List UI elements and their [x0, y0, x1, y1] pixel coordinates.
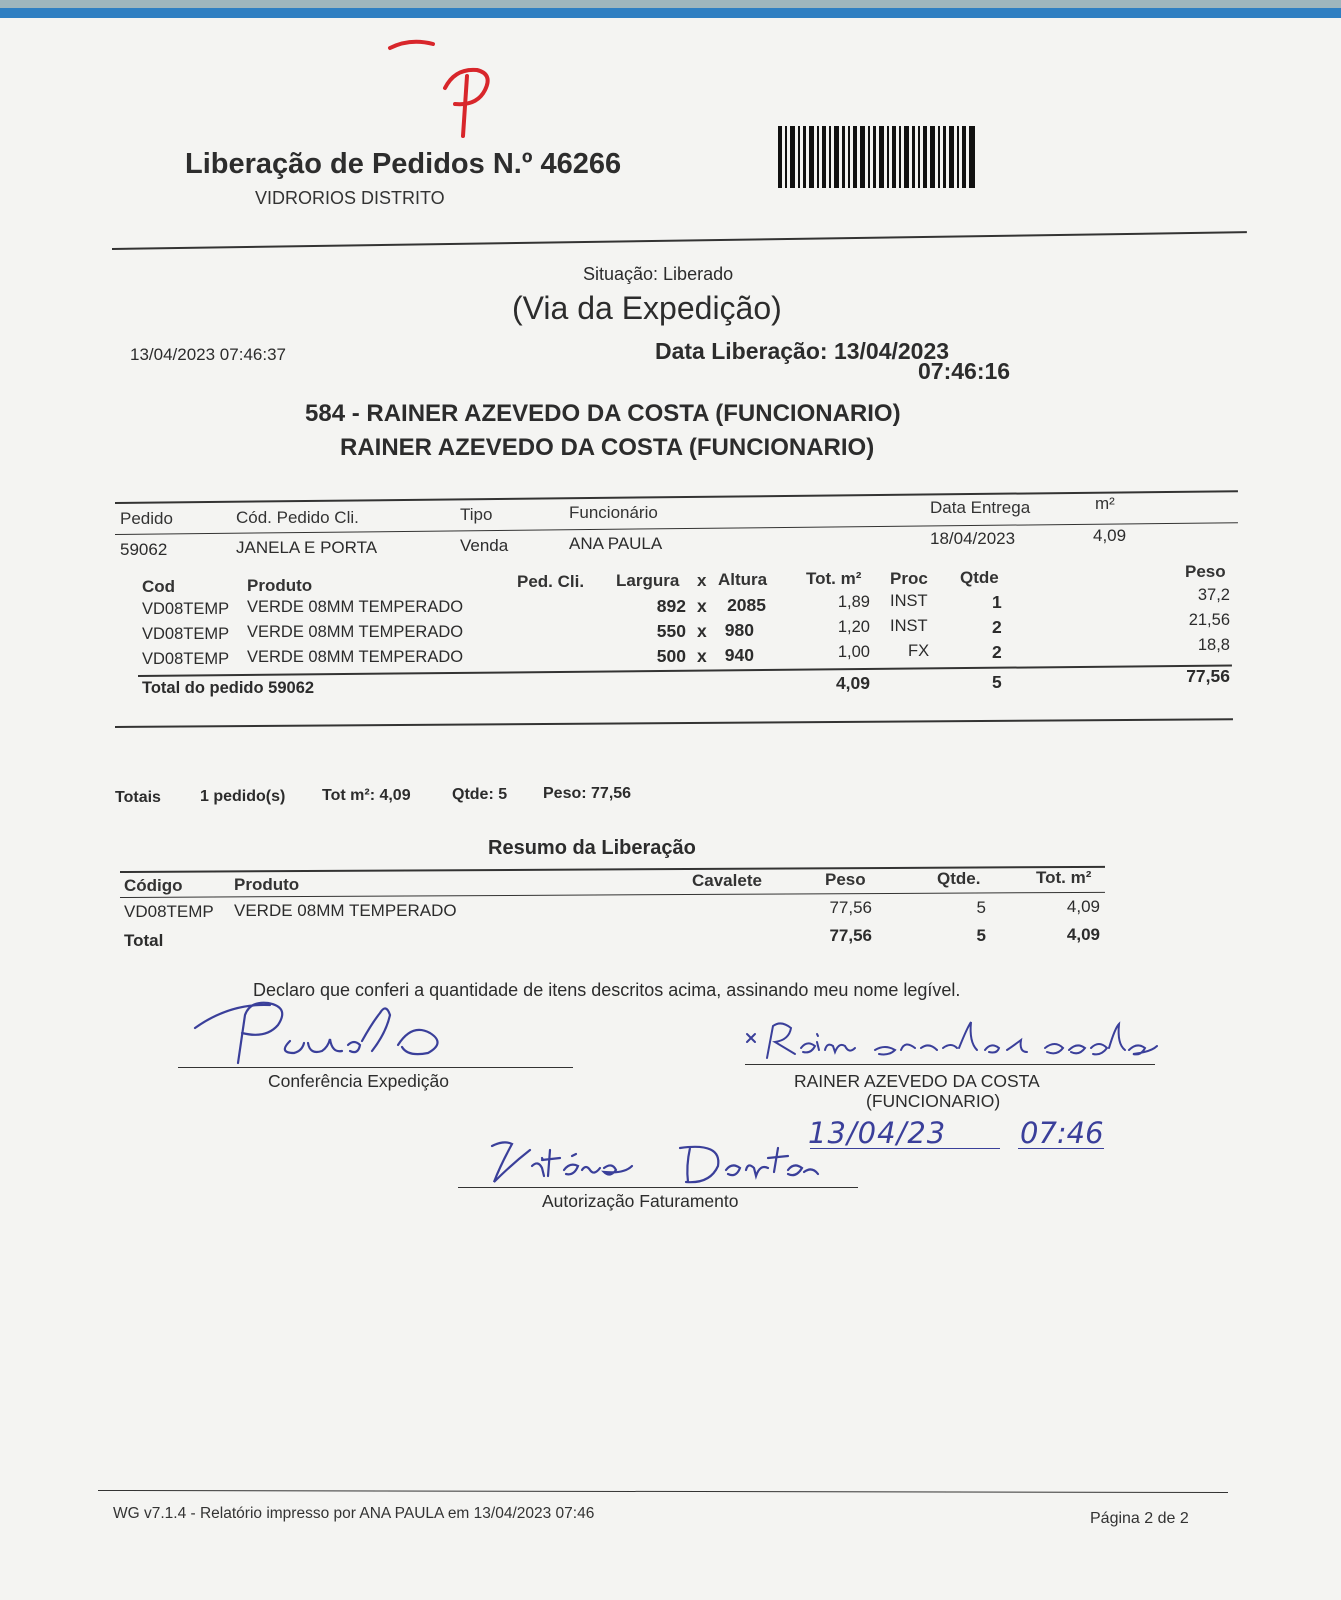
item-altura: 2085	[727, 595, 766, 615]
items-col-ped-cli: Ped. Cli.	[517, 572, 585, 591]
summary-total-m2: 4,09	[1066, 925, 1100, 944]
handwritten-date-underline	[810, 1148, 1000, 1149]
item-altura: 980	[724, 620, 754, 640]
autorizacao-label: Autorização Faturamento	[542, 1191, 739, 1211]
client-signature-role: (FUNCIONARIO)	[866, 1091, 1001, 1111]
item-x: x	[697, 646, 707, 666]
item-proc: INST	[890, 592, 928, 610]
document-title: Liberação de Pedidos N.º 46266	[185, 148, 622, 180]
items-col-produto: Produto	[247, 576, 313, 595]
order-col-pedido: Pedido	[120, 509, 173, 528]
handwritten-time: 07:46	[1020, 1116, 1104, 1150]
item-produto: VERDE 08MM TEMPERADO	[247, 623, 464, 641]
item-cod: VD08TEMP	[142, 625, 230, 643]
item-x: x	[697, 596, 707, 616]
totals-pedidos: 1 pedido(s)	[200, 788, 286, 805]
items-col-cod: Cod	[142, 577, 176, 596]
item-peso: 21,56	[1188, 611, 1230, 629]
item-peso: 18,8	[1197, 636, 1230, 654]
items-col-tot-m2: Tot. m²	[806, 569, 862, 588]
header-divider	[112, 231, 1247, 250]
summary-col-produto: Produto	[234, 875, 300, 894]
item-largura: 550	[656, 621, 686, 641]
item-largura: 892	[656, 596, 686, 616]
footer-page-number: Página 2 de 2	[1090, 1510, 1189, 1527]
summary-col-codigo: Código	[124, 876, 183, 895]
items-col-x: x	[697, 571, 707, 590]
status-text: Situação: Liberado	[583, 264, 734, 284]
client-line-2: RAINER AZEVEDO DA COSTA (FUNCIONARIO)	[340, 434, 875, 461]
item-qtde: 1	[992, 592, 1002, 612]
totals-label: Totais	[115, 789, 161, 806]
top-edge-strip	[0, 8, 1341, 18]
order-col-funcionario: Funcionário	[569, 503, 658, 522]
client-signature-name: RAINER AZEVEDO DA COSTA	[794, 1071, 1040, 1091]
document-page	[0, 8, 1341, 1600]
item-tot-m2: 1,20	[837, 618, 870, 636]
order-m2-value: 4,09	[1093, 526, 1127, 545]
copy-type-heading: (Via da Expedição)	[512, 290, 782, 326]
items-total-m2: 4,09	[835, 673, 870, 693]
company-name: VIDRORIOS DISTRITO	[255, 188, 445, 208]
item-altura: 940	[724, 645, 754, 665]
footer-rule	[98, 1490, 1228, 1493]
signature-paula	[190, 993, 490, 1078]
summary-total-label: Total	[124, 931, 164, 950]
items-total-label: Total do pedido 59062	[142, 679, 315, 697]
signature-rainer	[745, 1018, 1175, 1068]
summary-peso: 77,56	[829, 898, 872, 917]
summary-col-qtde: Qtde.	[937, 869, 981, 888]
order-funcionario-value: ANA PAULA	[569, 534, 663, 553]
red-pen-annotation	[385, 26, 505, 146]
items-col-largura: Largura	[616, 571, 680, 590]
summary-codigo: VD08TEMP	[124, 902, 214, 921]
order-col-data-entrega: Data Entrega	[930, 498, 1031, 517]
handwritten-date: 13/04/23	[808, 1116, 947, 1150]
item-tot-m2: 1,00	[837, 643, 870, 661]
items-col-proc: Proc	[890, 569, 928, 588]
totals-peso: Peso: 77,56	[543, 785, 632, 802]
item-qtde: 2	[992, 617, 1002, 637]
item-cod: VD08TEMP	[142, 600, 230, 618]
order-col-tipo: Tipo	[460, 505, 493, 524]
summary-produto: VERDE 08MM TEMPERADO	[234, 901, 457, 920]
item-peso: 37,2	[1197, 586, 1230, 604]
item-x: x	[697, 621, 707, 641]
order-col-cod-pedido-cli: Cód. Pedido Cli.	[236, 508, 359, 527]
footer-report-info: WG v7.1.4 - Relatório impresso por ANA PAULA em 13/04/2023 07:46	[113, 1505, 595, 1522]
item-produto: VERDE 08MM TEMPERADO	[247, 648, 464, 666]
signature-line-client	[745, 1064, 1155, 1065]
items-total-peso: 77,56	[1186, 666, 1230, 686]
item-proc: FX	[908, 642, 930, 660]
summary-total-qtde: 5	[976, 926, 986, 945]
items-col-qtde: Qtde	[960, 568, 999, 587]
totals-m2: Tot m²: 4,09	[322, 787, 411, 804]
totals-qtde: Qtde: 5	[452, 786, 508, 803]
release-time: 07:46:16	[918, 358, 1011, 384]
handwritten-time-underline	[1018, 1148, 1104, 1149]
order-pedido-value: 59062	[120, 540, 168, 559]
items-section-bottom-rule	[115, 718, 1233, 728]
signature-line-conferencia	[178, 1067, 573, 1068]
summary-col-tot-m2: Tot. m²	[1036, 868, 1092, 887]
items-col-altura: Altura	[718, 570, 768, 589]
item-proc: INST	[890, 617, 928, 635]
items-col-peso: Peso	[1185, 562, 1226, 581]
summary-col-peso: Peso	[825, 870, 866, 889]
summary-col-cavalete: Cavalete	[692, 871, 762, 890]
item-qtde: 2	[992, 642, 1002, 662]
barcode-icon	[778, 126, 978, 188]
summary-qtde: 5	[976, 898, 986, 917]
item-produto: VERDE 08MM TEMPERADO	[247, 598, 464, 616]
print-datetime: 13/04/2023 07:46:37	[130, 345, 286, 364]
order-tipo-value: Venda	[460, 536, 509, 555]
items-total-qtde: 5	[992, 672, 1002, 692]
signature-line-autorizacao	[458, 1187, 858, 1188]
release-date: Data Liberação: 13/04/2023	[655, 338, 950, 364]
item-cod: VD08TEMP	[142, 650, 230, 668]
order-data-entrega-value: 18/04/2023	[930, 529, 1016, 548]
item-largura: 500	[656, 646, 686, 666]
summary-total-peso: 77,56	[829, 926, 872, 945]
order-table-top-rule	[115, 490, 1238, 504]
conferencia-label: Conferência Expedição	[268, 1071, 449, 1091]
summary-title: Resumo da Liberação	[488, 837, 696, 859]
summary-tot-m2: 4,09	[1066, 897, 1100, 916]
order-cod-cli-value: JANELA E PORTA	[236, 538, 378, 557]
declaration-text: Declaro que conferi a quantidade de itens descritos acima, assinando meu nome legível.	[253, 980, 961, 1000]
client-line-1: 584 - RAINER AZEVEDO DA COSTA (FUNCIONARIO)	[305, 400, 901, 427]
order-col-m2: m²	[1095, 494, 1115, 513]
item-tot-m2: 1,89	[837, 593, 870, 611]
